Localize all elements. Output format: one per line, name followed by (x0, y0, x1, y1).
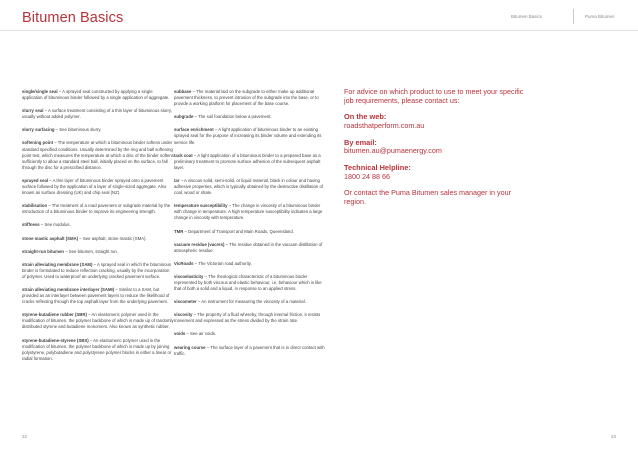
glossary-definition: The temperature at which a bituminous binder softens under standard specified conditions. Usually determined by the ring and ball softening point test, which measures the temperature at which a disc of the binder softens sufficiently to allow a standard steel ball, initially placed on the surface, to fall through the disc for a prescribed distance. (22, 140, 174, 170)
glossary-definition: An instrument for measuring the viscosity of a material. (201, 299, 306, 305)
glossary-term: stiffness (22, 222, 40, 228)
glossary-entry (174, 229, 326, 235)
glossary-term: strain alleviating membrane (SAM) (22, 261, 93, 267)
glossary-term: straight-run bitumen (22, 248, 65, 254)
glossary-entry (174, 242, 326, 254)
term-separator: – (227, 203, 233, 209)
glossary-entry (174, 89, 326, 107)
glossary-entry (22, 262, 174, 280)
glossary-entry (22, 236, 174, 242)
term-separator: – (179, 177, 185, 183)
glossary-term: viscometer (174, 299, 197, 305)
glossary-entry (174, 127, 326, 145)
glossary-term: strain alleviating membrane interlayer (SAMI) (22, 286, 115, 292)
glossary-entry (22, 338, 174, 362)
term-separator: – (48, 177, 53, 183)
term-separator: – (205, 344, 211, 350)
glossary-entry (174, 114, 326, 120)
term-separator: – (114, 286, 119, 292)
glossary-term: vacuum residue (vacres) (174, 241, 225, 247)
term-separator: – (185, 331, 191, 337)
glossary-entry (22, 140, 174, 170)
glossary-entry (22, 178, 174, 196)
glossary-entry (22, 127, 174, 133)
glossary-definition: A viscous solid, semi-solid, or liquid material, black in colour and having adhesive properties, which is typically obtained by the destructive distillation of coal, wood or shale. (174, 177, 324, 196)
glossary-definition: The treatment of a road pavement or subgrade material by the introduction of a bituminous binder to improve its engineering strength. (22, 203, 171, 215)
glossary-column-middle (174, 89, 326, 364)
glossary-entry (22, 108, 174, 120)
term-separator: – (203, 273, 209, 279)
glossary-entry (174, 203, 326, 221)
page-number-right: 23 (611, 434, 617, 439)
contact-outro: Or contact the Puma Bitumen sales manager in your region. (344, 188, 511, 206)
glossary-entry (174, 345, 326, 357)
glossary-term: stone mastic asphalt (SMA) (22, 235, 79, 241)
term-separator: – (39, 222, 45, 228)
term-separator: – (193, 114, 199, 120)
glossary-definition: A thin layer of bituminous binder sprayed onto a pavement surface followed by the application of a layer of single-sized aggregate. Also known as surface dressing (UK) and chip seal (NZ). (22, 177, 167, 196)
glossary-term: TMR (174, 228, 184, 234)
glossary-definition: See modulus. (44, 222, 71, 228)
header-section-label: Bitumen Basics (511, 14, 543, 19)
term-separator: – (183, 228, 189, 234)
glossary-definition: The material laid on the subgrade to either make up additional pavement thickness, to prevent intrusion of the subgrade into the base, or to provide a working platform for placement of the base course. (174, 89, 319, 107)
term-separator: – (192, 152, 198, 158)
term-separator: – (213, 127, 219, 133)
helpline-number[interactable]: 1800 24 88 66 (344, 171, 390, 181)
glossary-definition: The change in viscosity of a bituminous binder with change in temperature. A high temperature susceptibility indicates a large change in viscosity with temperature. (174, 203, 323, 221)
glossary-definition: The surface layer of a pavement that is in direct contact with traffic. (174, 344, 325, 356)
glossary-definition: The property of a fluid whereby, through internal friction, it resists movement and expressed as the stress divided by the strain rate. (174, 312, 321, 324)
term-separator: – (192, 312, 198, 318)
glossary-definition: See bituminous slurry. (59, 127, 102, 133)
contact-intro: For advice on which product to use to meet your specific job requirements, please contact us: (344, 87, 524, 105)
term-separator: – (54, 127, 60, 133)
term-separator: – (88, 337, 94, 343)
glossary-entry (22, 222, 174, 228)
glossary-entry (22, 249, 174, 255)
header-divider (573, 9, 574, 24)
glossary-entry (22, 287, 174, 305)
glossary-term: softening point (22, 140, 54, 146)
glossary-definition: An elastomeric polymer used in the modification of bitumen, the polymer backbone of which is made up of randomly distributed styrene and butadiene monomers. Also known as synthetic rubber. (22, 312, 174, 330)
glossary-definition: A sprayed seal constructed by applying a single application of bituminous binder followed by a single application of aggregate. (22, 89, 170, 101)
header-brand-label: Puma Bitumen (585, 14, 615, 19)
web-link[interactable]: roadsthatperform.com.au (344, 120, 425, 130)
glossary-term: VicRoads (174, 260, 194, 266)
glossary-term: subgrade (174, 114, 194, 120)
glossary-term: temperature susceptibility (174, 203, 228, 209)
term-separator: – (78, 235, 83, 241)
term-separator: – (57, 89, 63, 94)
glossary-term: single/single seal (22, 89, 58, 94)
glossary-definition: Department of Transport and Main Roads, Queensland. (188, 228, 294, 234)
term-separator: – (64, 248, 69, 254)
glossary-definition: A light application of bituminous binder to an existing sprayed seal for the purpose of increasing its binder volume and extending its service life. (174, 127, 322, 145)
glossary-entry (174, 274, 326, 292)
glossary-term: tar (174, 177, 180, 183)
term-separator: – (53, 140, 58, 146)
glossary-definition: The soil foundation below a pavement. (198, 114, 272, 120)
glossary-term: stabilisation (22, 203, 48, 209)
contact-panel (344, 88, 534, 207)
helpline-heading: Technical Helpline: (344, 162, 411, 172)
term-separator: – (43, 108, 49, 114)
glossary-term: tack coat (174, 152, 193, 158)
glossary-term: wearing course (174, 344, 206, 350)
glossary-definition: A surface treatment consisting of a thin layer of bituminous slurry, usually without added polymer. (22, 108, 172, 120)
glossary-term: viscosity (174, 312, 193, 318)
term-separator: – (196, 299, 202, 305)
glossary-definition: See air voids. (190, 331, 217, 337)
glossary-definition: A light application of a bituminous binder to a prepared base as a preliminary treatment to promote surface adhesion of the subsequent asphalt layer. (174, 152, 321, 170)
term-separator: – (224, 241, 230, 247)
glossary-definition: An elastomeric polymer used in the modification of bitumen, the polymer backbone of which is made up by joining polystyrene, polybutadiene and polystyrene polymer blocks in either a linear or radial formation. (22, 337, 172, 361)
glossary-definition: Similar to a SAM, but provided as an interlayer between pavement layers to reduce the likelihood of cracks reflecting through the top asphalt layer from the underlying pavement. (22, 286, 170, 305)
glossary-term: voids (174, 331, 186, 337)
glossary-entry (22, 312, 174, 330)
glossary-definition: The Victorian road authority. (198, 260, 252, 266)
glossary-term: viscoelasticity (174, 273, 204, 279)
glossary-entry (174, 331, 326, 337)
web-heading: On the web: (344, 112, 387, 122)
glossary-definition: See asphalt, stone mastic (SMA). (82, 235, 147, 241)
term-separator: – (86, 312, 92, 318)
glossary-entry (22, 203, 174, 215)
glossary-term: sprayed seal (22, 177, 49, 183)
glossary-entry (174, 261, 326, 267)
glossary-definition: The rheological characteristic of a bituminous binder represented by both viscous and elastic behaviour, i.e. behaviour which is like that of both a solid and a liquid, in response to an applied stress. (174, 273, 322, 292)
header-rule (0, 30, 638, 31)
glossary-column-left (22, 89, 174, 369)
glossary-entry (174, 299, 326, 305)
glossary-entry (174, 178, 326, 196)
email-heading: By email: (344, 137, 377, 147)
glossary-definition: A sprayed seal in which the bituminous binder is formulated to reduce reflection cracking, usually by the incorporation of polymer. Used to waterproof an underlying cracked pavement surface. (22, 261, 172, 279)
term-separator: – (47, 203, 52, 209)
glossary-entry (22, 89, 174, 101)
glossary-definition: The residue obtained in the vacuum distillation of atmospheric residue. (174, 241, 323, 253)
term-separator: – (191, 89, 197, 94)
glossary-term: slurry surfacing (22, 127, 55, 133)
glossary-term: styrene-butadiene-styrene (SBS) (22, 337, 89, 343)
glossary-term: slurry seal (22, 108, 44, 114)
glossary-definition: See bitumen, straight run. (68, 248, 118, 254)
email-link[interactable]: bitumen.au@pumaenergy.com (344, 146, 442, 156)
glossary-entry (174, 312, 326, 324)
page-number-left: 22 (22, 434, 28, 439)
document-title: Bitumen Basics (22, 10, 124, 26)
glossary-entry (174, 153, 326, 171)
term-separator: – (92, 261, 97, 267)
glossary-term: subbase (174, 89, 192, 94)
term-separator: – (193, 260, 199, 266)
glossary-term: styrene-butadiene rubber (SBR) (22, 312, 87, 318)
glossary-term: surface enrichment (174, 127, 214, 133)
